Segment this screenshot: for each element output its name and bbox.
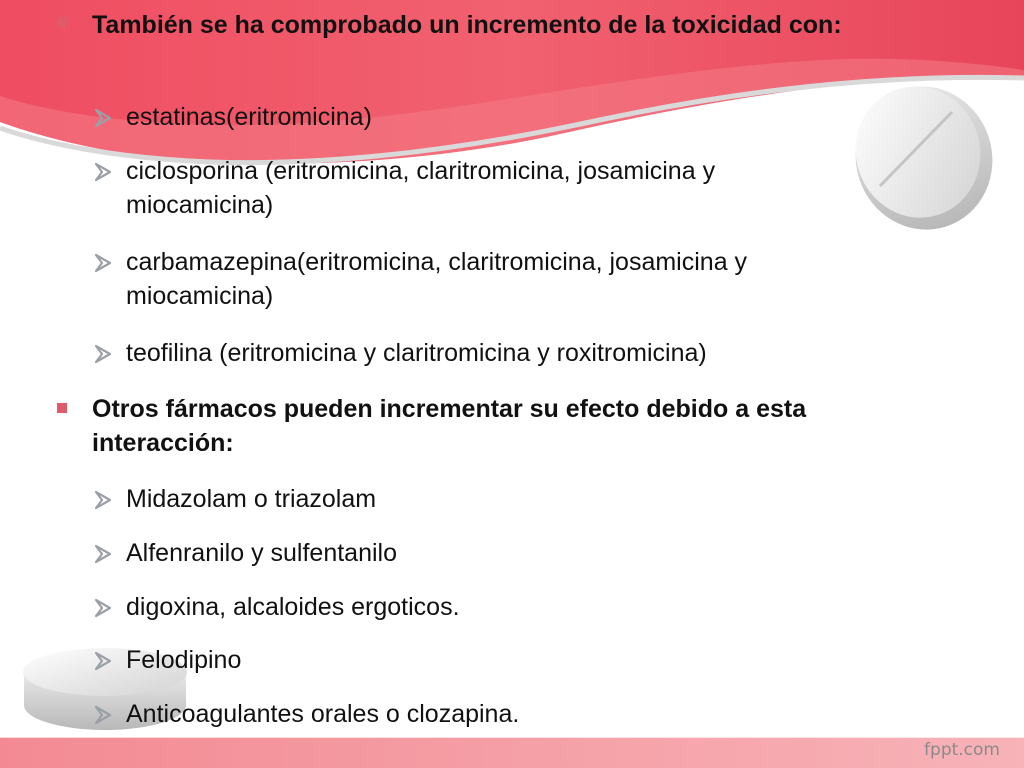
arrow-bullet-icon: [94, 490, 116, 510]
bullet-sub-estatinas: estatinas(eritromicina): [126, 103, 372, 131]
bullet-main-toxicidad: También se ha comprobado un incremento de la toxicidad con:: [92, 11, 842, 39]
bullet-sub-teofilina: teofilina (eritromicina y claritromicina y roxitromicina): [126, 339, 707, 367]
arrow-bullet-icon: [94, 544, 116, 564]
bullet-main-otros-farmacos: Otros fármacos pueden incrementar su efecto debido a esta interacción:: [92, 395, 807, 457]
arrow-bullet-icon: [94, 253, 116, 273]
arrow-bullet-icon: [94, 162, 116, 182]
arrow-bullet-icon: [94, 598, 116, 618]
bullet-sub-alfenranilo: Alfenranilo y sulfentanilo: [126, 539, 397, 567]
bullet-sub-digoxina: digoxina, alcaloides ergoticos.: [126, 593, 460, 621]
bullet-sub-ciclosporina: ciclosporina (eritromicina, claritromicina, josamicina y miocamicina): [126, 157, 716, 219]
arrow-bullet-icon: [94, 344, 116, 364]
bullet-sub-carbamazepina: carbamazepina(eritromicina, claritromicina, josamicina y miocamicina): [126, 248, 748, 310]
arrow-bullet-icon: [94, 651, 116, 671]
footer-brand: fppt.com: [924, 740, 1000, 760]
square-bullet-icon: [57, 17, 67, 27]
arrow-bullet-icon: [94, 705, 116, 725]
arrow-bullet-icon: [94, 108, 116, 128]
bullet-sub-midazolam: Midazolam o triazolam: [126, 485, 377, 513]
square-bullet-icon: [57, 403, 67, 413]
bullet-sub-anticoagulantes: Anticoagulantes orales o clozapina.: [126, 700, 520, 728]
bullet-sub-felodipino: Felodipino: [126, 646, 242, 674]
